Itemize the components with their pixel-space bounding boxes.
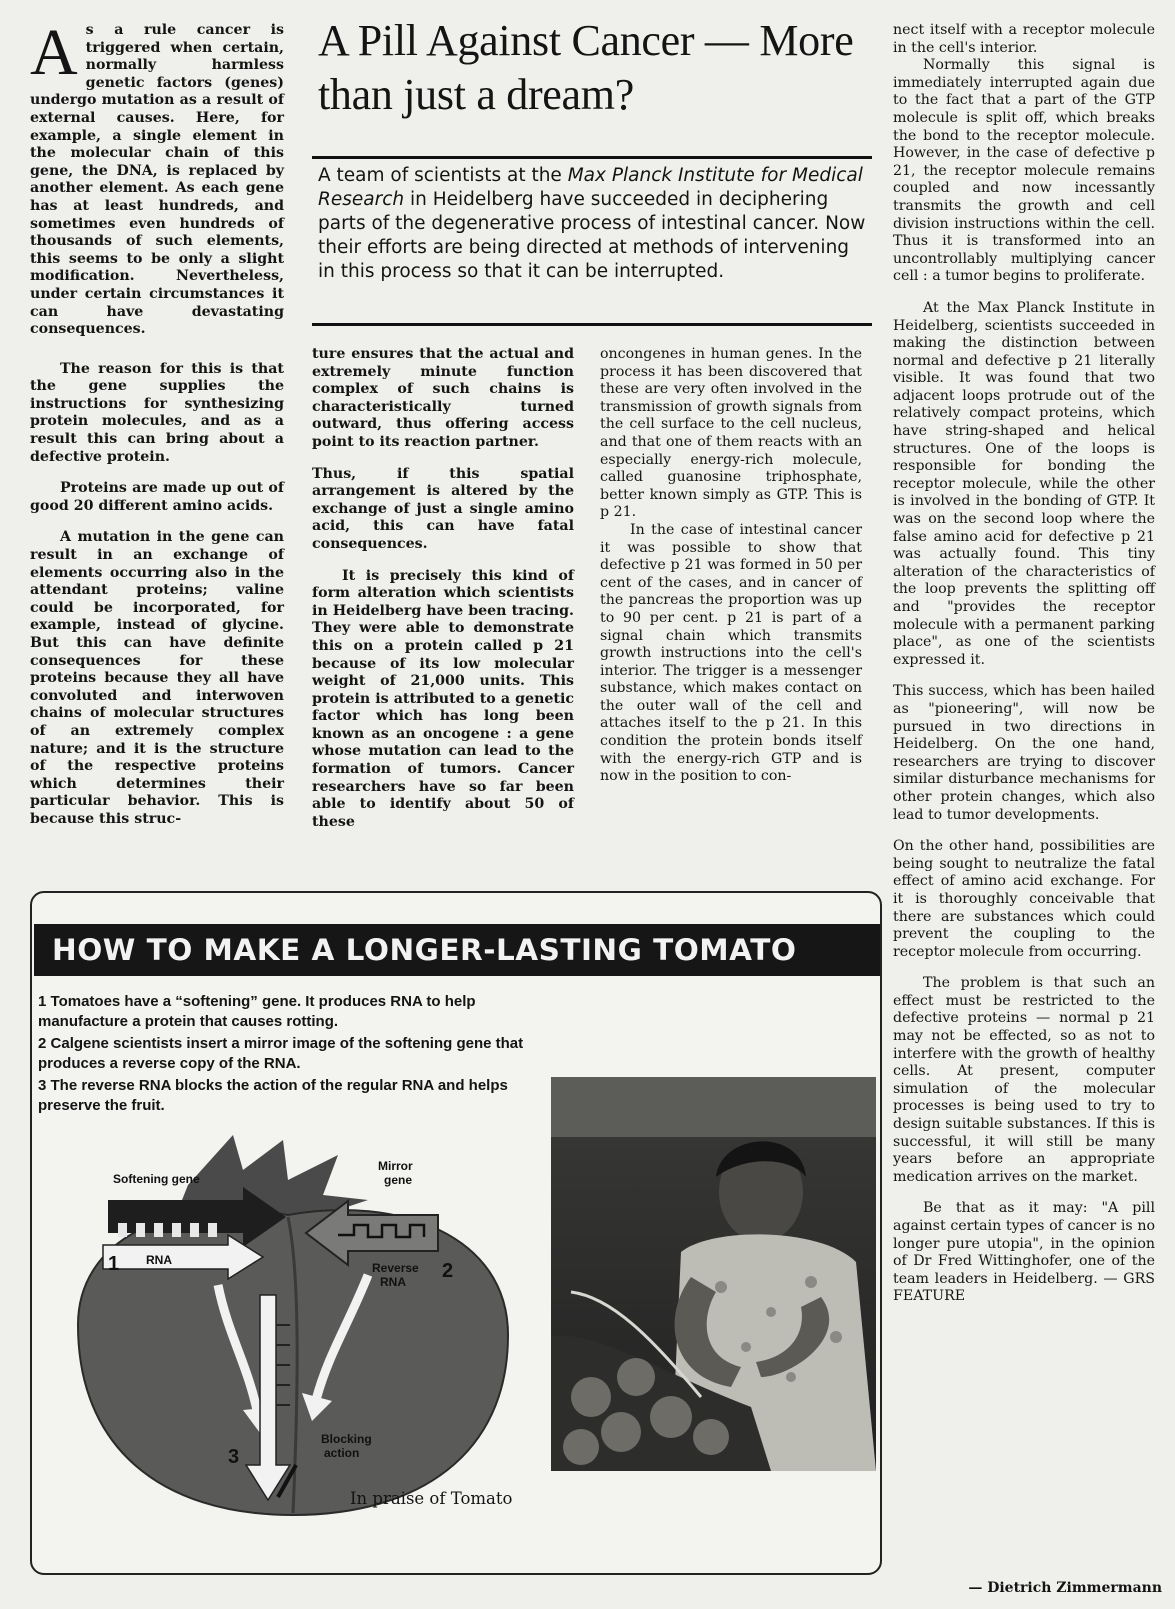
col4-paragraph-2: Normally this signal is immediately interrupted again due to the fact that a part of the GTP molecule is split off, which breaks the bond to the receptor molecule. However, in the case of defective p 21, the receptor molecule remains coupled and now incessantly transmits the growth and cell division instructions within the cell. Thus it is transformed into an uncontrollably multiplying cancer cell : a tumor begins to proliferate. [893,57,1155,285]
col3-paragraph-1: oncongenes in human genes. In the process it has been discovered that these are very often involved in the transmission of growth signals from the cell surface to the cell nucleus, and that one of them reacts with an especially energy-rich molecule, called guanosine triphosphate, better known simply as GTP. This is p 21. [600,346,862,521]
col1-paragraph-1: s a rule cancer is triggered when certain, normally harmless genetic factors (genes) undergo mutation as a result of external causes. Here, for example, a single element in the molecular chain of this gene, the DNA, is replaced by another element. As each gene has at least hundreds, and sometimes even hundreds of thousands of such elements, this seems to be only a slight modification. Nevertheless, under certain circumstances it can have devastating consequences. [30,22,284,338]
intro-text-2: in Heidelberg have succeeded in deciphering parts of the degenerative process of intestinal cancer. Now their efforts are being directed at methods of intervening in this process so that it can be interrupted. [318,189,866,282]
label-softening-gene: Softening gene [113,1172,200,1186]
step-text: The reverse RNA blocks the action of the regular RNA and helps preserve the fruit. [38,1077,508,1114]
col4-paragraph-6: The problem is that such an effect must be restricted to the defective proteins — normal p 21 may not be effected, so as not to interfere with the growth of healthy cells. At present, computer simulation of the molecular processes is being used to try to design suitable substances. If this is successful, it will still be many years before an appropriate medication arrives on the market. [893,975,1155,1185]
feature-steps [38,992,538,1118]
label-mirror-1: Mirror [378,1159,413,1173]
column-4 [893,22,1155,1306]
col4-paragraph-4: This success, which has been hailed as "pioneering", will now be pursued in two directions in Heidelberg. On the one hand, researchers are trying to discover similar disturbance mechanisms for other protein changes, which also lead to tumor developments. [893,683,1155,823]
label-blocking-1: Blocking [321,1432,372,1446]
photo-man-with-tomatoes [551,1077,876,1471]
step-text: Calgene scientists insert a mirror image of the softening gene that produces a reverse copy of the RNA. [38,1035,524,1072]
step-1 [38,992,538,1032]
intro-text-1: A team of scientists at the [318,165,568,186]
col2-paragraph-1: ture ensures that the actual and extremely minute function complex of such chains is characteristically turned outward, thus offering access point to its reaction partner. [312,346,574,450]
col1-paragraph-2: The reason for this is that the gene supplies the instructions for synthesizing protein molecules, and as a result this can bring about a defective protein. [30,360,284,465]
label-number-1: 1 [108,1253,120,1275]
col1-paragraph-4: A mutation in the gene can result in an exchange of elements occurring also in the attendant proteins; valine could be incorporated, for example, instead of glycine. But this can have definite consequences for these proteins because they all have convoluted and interwoven chains of molecular structures of an extremely complex nature; and it is the structure of the respective proteins which determines their particular behavior. This is because this struc- [30,529,284,827]
col4-paragraph-3: At the Max Planck Institute in Heidelberg, scientists succeeded in making the distinction between normal and defective p 21 literally visible. It was found that two adjacent loops protrude out of the relatively compact proteins, which have string-shaped and helical structures. One of the loops is responsible for bonding the receptor molecule, while the other is involved in the bonding of GTP. It was on the second loop where the false amino acid for defective p 21 was actually found. This tiny alteration of the characteristics of the loop prevents the splitting off and "provides the receptor molecule with a permanent parking place", as one of the scientists expressed it. [893,299,1155,668]
col4-paragraph-1: nect itself with a receptor molecule in the cell's interior. [893,22,1155,56]
col4-paragraph-7: Be that as it may: "A pill against certain types of cancer is no longer pure utopia", in the opinion of Dr Fred Wittinghofer, one of the team leaders in Heidelberg. — GRS FEATURE [893,1200,1155,1305]
step-number: 3 [38,1077,47,1094]
label-rna: RNA [146,1253,172,1267]
intro-deck [318,164,870,284]
col2-paragraph-2: Thus, if this spatial arrangement is altered by the exchange of just a single amino acid, this can have fatal consequences. [312,465,574,552]
feature-banner: HOW TO MAKE A LONGER-LASTING TOMATO [34,924,880,976]
label-mirror-2: gene [384,1173,413,1187]
byline: — Dietrich Zimmermann [968,1580,1162,1596]
label-blocking-2: action [324,1446,360,1460]
column-1 [30,16,284,843]
col3-paragraph-2: In the case of intestinal cancer it was possible to show that defective p 21 was formed in 50 per cent of the cases, and in cancer of the pancreas the proportion was up to 90 per cent. p 21 is part of a signal chain which transmits growth instructions into the cell's interior. The trigger is a messenger substance, which makes contact on the outer wall of the cell and attaches itself to the p 21. In this condition the protein bonds itself with the energy-rich GTP and is now in the position to con- [600,521,862,785]
intro-rule-top [312,156,872,159]
column-3 [600,346,862,800]
step-number: 2 [38,1035,47,1052]
step-2 [38,1034,538,1074]
intro-institute: Max Planck Institute for Medical Research [318,165,863,210]
col4-paragraph-5: On the other hand, possibilities are being sought to neutralize the fatal effect of amino acid exchange. For it is thoroughly conceivable that there are substances which could prevent the coupling to the receptor molecule from occurring. [893,838,1155,960]
label-number-2: 2 [442,1260,454,1282]
label-reverse-2: RNA [380,1275,406,1289]
intro-rule-bottom [312,323,872,326]
step-3 [38,1076,538,1116]
feature-caption: In praise of Tomato [350,1489,513,1508]
column-2 [312,346,574,845]
headline: A Pill Against Cancer — More than just a dream? [318,16,854,119]
tomato-diagram [38,1125,538,1525]
drop-cap: A [30,16,78,89]
col1-paragraph-3: Proteins are made up out of good 20 different amino acids. [30,480,284,514]
step-number: 1 [38,993,47,1010]
label-number-3: 3 [228,1446,240,1468]
step-text: Tomatoes have a “softening” gene. It produces RNA to help manufacture a protein that causes rotting. [38,993,476,1030]
label-reverse-1: Reverse [372,1261,419,1275]
col2-paragraph-3: It is precisely this kind of form alteration which scientists in Heidelberg have been tracing. They were able to demonstrate this on a protein called p 21 because of its low molecular weight of 21,000 units. This protein is attributed to a genetic factor which has long been known as an oncogene : a gene whose mutation can lead to the formation of tumors. Cancer researchers have so far been able to identify about 50 of these [312,567,574,830]
